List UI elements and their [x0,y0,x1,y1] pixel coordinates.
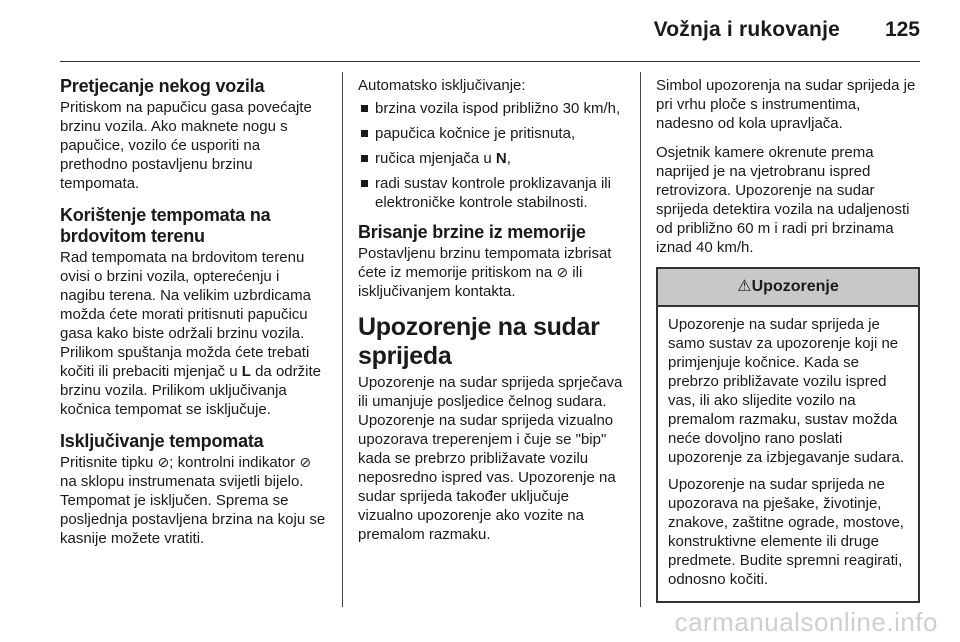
cruise-off-button-icon: ⊘ [556,264,569,280]
section-overtaking [60,76,328,193]
warning-box [656,267,920,603]
list-item: radi sustav kontrole proklizavanja ili elektroničke kontrole stabilnosti. [358,174,626,212]
column-divider-1 [342,72,343,607]
section-heading-overtaking: Pretjecanje nekog vozila [60,76,265,96]
gear-n-label: N [495,150,507,167]
warning-paragraph-2: Upozorenje na sudar sprijeda ne upozorava na pješake, životinje, znakove, zaštitne ograde, mostove, konstruktivne elemente ili druge predmete. Budite spremni reagirati, odnosno kočiti. [668,476,904,588]
auto-deactivation-intro: Automatsko isključivanje: [358,77,526,94]
watermark: carmanualsonline.info [674,607,938,637]
auto-deactivation-list [358,99,626,212]
warning-triangle-icon: ⚠ [737,278,752,295]
column-3 [656,76,920,603]
paragraph-warning-symbol: Simbol upozorenja na sudar sprijeda je pri vrhu ploče s instrumentima, nadesno od kola upravljača. [656,77,916,132]
section-heading-clear-memory: Brisanje brzine iz memorije [358,222,586,242]
list-item: ručica mjenjača u N, [358,149,626,168]
section-text-hilly-terrain: Rad tempomata na brdovitom terenu ovisi o brzini vozila, opterećenju i nagibu terena. Na velikim uzbrdicama možda ćete morati pritisnuti papučicu gasa kako biste održali brzinu vozila. Prilikom spuštanja možda ćete trebati kočiti ili prebaciti mjenjač u L da održite brzinu vozila. Prilikom uključivanja kočnica tempomat se isključuje. [60,249,321,418]
warning-body [658,307,918,601]
cruise-indicator-icon: ⊘ [299,454,312,470]
gear-l-label: L [241,363,251,380]
column-2 [358,76,626,554]
column-1 [60,76,328,560]
paragraph-camera-sensor: Osjetnik kamere okrenute prema naprijed je na vjetrobranu ispred retrovizora. Upozorenje na sudar sprijeda detektira vozila na udaljenosti od približno 60 m i radi pri brzinama iznad 40 km/h. [656,144,910,256]
list-item: papučica kočnice je pritisnuta, [358,124,626,143]
warning-title: Upozorenje [751,278,839,295]
section-hilly-terrain [60,205,328,419]
section-text-deactivate: Pritisnite tipku ⊘; kontrolni indikator ⊘ na sklopu instrumenata svijetli bijelo. Tempomat je isključen. Sprema se posljednja postavljena brzina na koju se kasnije možete vratiti. [60,454,326,547]
header-rule [60,61,920,62]
section-heading-hilly-terrain: Korištenje tempomata na brdovitom terenu [60,205,271,246]
section-text-clear-memory: Postavljenu brzinu tempomata izbrisat ćete iz memorije pritiskom na ⊘ ili isključivanjem kontakta. [358,245,612,300]
warning-paragraph-1: Upozorenje na sudar sprijeda je samo sustav za upozorenje koji ne primjenjuje kočnice. Kada se prebrzo približavate vozilu ispred vas, ili ako slijedite vozilo na premalom razmaku, sustav možda neće dovoljno rano poslati upozorenje za izbjegavanje sudara. [668,316,904,466]
page-number: 125 [884,18,920,41]
cruise-off-button-icon: ⊘ [157,454,170,470]
chapter-text-forward-collision: Upozorenje na sudar sprijeda sprječava ili umanjuje posljedice čelnog sudara. Upozorenje na sudar sprijeda vizualno upozorava treperenjem i čuje se "bip" kada se prebrzo približavate vozilu neposredno ispred vas. Upozorenje na sudar sprijeda također uključuje vizualno upozorenje ako vozite na premalom razmaku. [358,374,623,543]
section-clear-memory [358,222,626,301]
section-text-overtaking: Pritiskom na papučicu gasa povećajte brzinu vozila. Ako maknete nogu s papučice, vozilo će usporiti na prethodno postavljenu brzinu tempomata. [60,99,312,192]
list-item: brzina vozila ispod približno 30 km/h, [358,99,626,118]
column-divider-2 [640,72,641,607]
warning-header [658,269,918,307]
section-deactivate [60,431,328,548]
chapter-heading-forward-collision: Upozorenje na sudar sprijeda [358,313,600,370]
page-header-title: Vožnja i rukovanje [653,18,840,41]
section-heading-deactivate: Isključivanje tempomata [60,431,264,451]
